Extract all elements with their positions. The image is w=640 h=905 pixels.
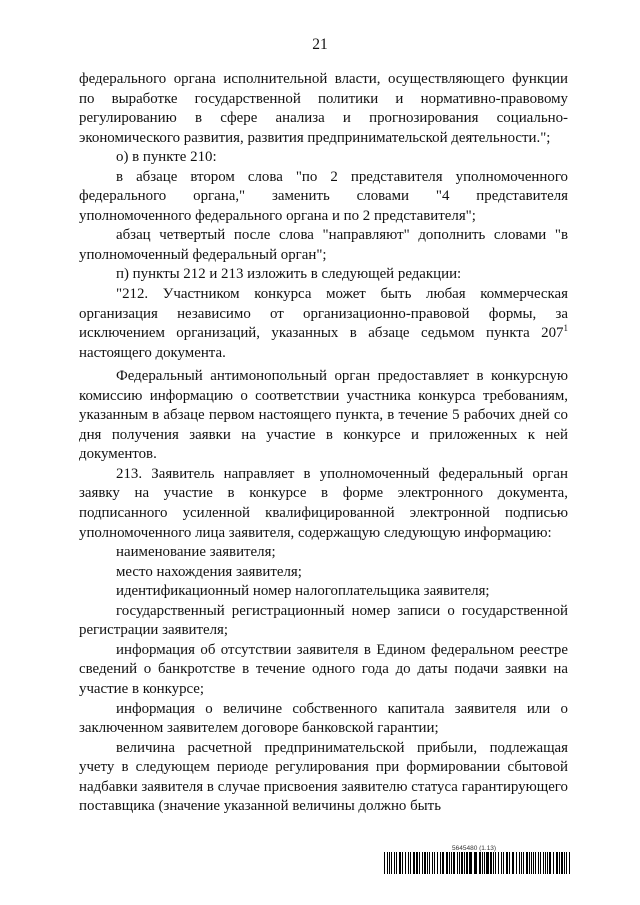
page-number: 21 [312, 36, 328, 53]
paragraph: 213. Заявитель направляет в уполномоченный федеральный орган заявку на участие в конкурсе в форме электронного документа, подписанного усиленной квалифицированной электронной подписью уполномоченного лица заявителя, содержащую следующую информацию: [79, 465, 568, 541]
paragraph: идентификационный номер налогоплательщика заявителя; [116, 583, 490, 600]
paragraph: в абзаце втором слова "по 2 представителя уполномоченного федерального органа," заменить словами "4 представителя уполномоченного федерального органа и по 2 представителя"; [79, 168, 568, 224]
paragraph: Федеральный антимонопольный орган предоставляет в конкурсную комиссию информацию о соответствии участника конкурса требованиям, указанным в абзаце первом настоящего пункта, в течение 5 рабочих дней со дня получения заявки на участие в конкурсе и приложенных к ней документов. [79, 368, 568, 463]
paragraph: о) в пункте 210: [116, 149, 217, 166]
paragraph: федерального органа исполнительной власти, осуществляющего функции по выработке государственной политики и нормативно-правовому регулированию в сфере анализа и прогнозирования социально-экономического развития, развития предпринимательской деятельности."; [79, 71, 568, 146]
paragraph: абзац четвертый после слова "направляют" дополнить словами "в уполномоченный федеральный орган"; [79, 227, 568, 263]
paragraph: п) пункты 212 и 213 изложить в следующей редакции: [116, 266, 462, 283]
paragraph: наименование заявителя; [116, 544, 276, 561]
paragraph: величина расчетной предпринимательской прибыли, подлежащая учету в следующем периоде регулирования при формировании сбытовой надбавки заявителя в случае присвоения заявителю статуса гарантирующего поставщика (значение указанной величины должно быть [79, 739, 568, 815]
document-body [79, 70, 568, 817]
paragraph: государственный регистрационный номер записи о государственной регистрации заявителя; [79, 602, 568, 639]
barcode-label: 5645480 (1.13) [452, 845, 497, 852]
paragraph: информация о величине собственного капитала заявителя или о заключенном заявителем договоре банковской гарантии; [79, 700, 568, 737]
paragraph: информация об отсутствии заявителя в Едином федеральном реестре сведений о банкротстве в течение одного года до даты подачи заявки на участие в конкурсе; [79, 641, 568, 697]
barcode-icon [384, 852, 570, 874]
paragraph: "212. Участником конкурса может быть любая коммерческая организация независимо от организационно-правовой формы, за исключением организаций, указанных в абзаце седьмом пункта $207^1$ настоящего документа. [79, 286, 568, 361]
paragraph: место нахождения заявителя; [116, 563, 302, 580]
footnote-superscript: 1 [563, 323, 568, 334]
